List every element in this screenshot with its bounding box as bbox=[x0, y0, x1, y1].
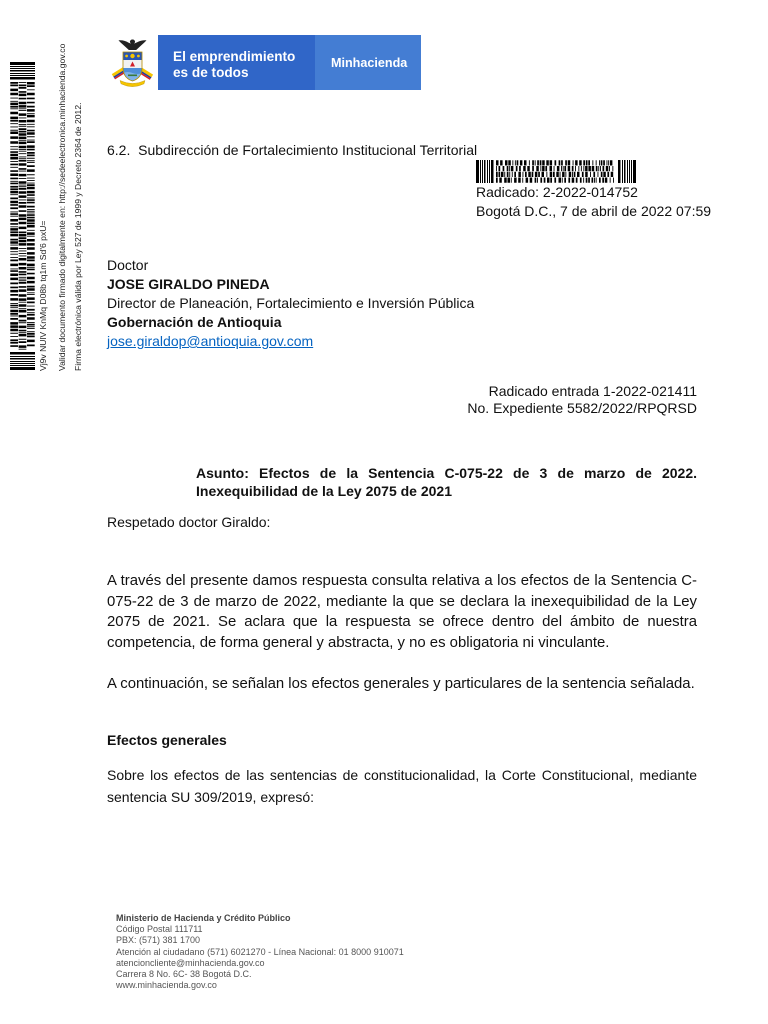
validation-url-text: Validar documento firmado digitalmente en: http://sedeelectronica.minhacienda.gov.co bbox=[57, 43, 67, 371]
recipient-email-row bbox=[107, 332, 474, 351]
coat-of-arms-icon bbox=[107, 35, 158, 90]
footer-address: Carrera 8 No. 6C- 38 Bogotá D.C. bbox=[116, 969, 252, 980]
minhacienda-logo bbox=[107, 35, 421, 90]
footer-citizen-line: Atención al ciudadano (571) 6021270 - Línea Nacional: 01 8000 910071 bbox=[116, 946, 404, 957]
footer-contact bbox=[116, 913, 404, 991]
subject-line: Inexequibilidad de la Ley 2075 de 2021 bbox=[196, 483, 453, 499]
logo-brand-label: Minhacienda bbox=[331, 55, 408, 70]
recipient-email-link[interactable]: jose.giraldop@antioquia.gov.com bbox=[107, 333, 314, 349]
shield-icon bbox=[123, 52, 142, 82]
recipient-name: JOSE GIRALDO PINEDA bbox=[107, 276, 270, 292]
logo-arms-panel bbox=[107, 35, 158, 90]
logo-slogan bbox=[158, 35, 315, 90]
recipient-title: Doctor bbox=[107, 257, 149, 273]
body-paragraph-1 bbox=[107, 571, 697, 653]
radicado-block bbox=[476, 183, 711, 221]
document-barcode-bars bbox=[476, 160, 636, 183]
footer-email: atencioncliente@minhacienda.gov.co bbox=[116, 957, 265, 968]
office-line: 6.2. Subdirección de Fortalecimiento Institucional Territorial bbox=[107, 142, 478, 158]
side-barcode-bars bbox=[10, 62, 35, 370]
paragraph-line: 2075 de 2021. Se aclara que la respuesta se ofrece dentro del ámbito de nuestra bbox=[107, 614, 697, 630]
radicado-number: Radicado: 2-2022-014752 bbox=[476, 184, 638, 200]
side-validation-barcode bbox=[10, 62, 35, 370]
body-paragraph-3 bbox=[107, 765, 697, 808]
paragraph-line: Sobre los efectos de las sentencias de constitucionalidad, la Corte Constitucional, mediante bbox=[107, 767, 697, 783]
body-paragraph-2: A continuación, se señalan los efectos generales y particulares de la sentencia señalada. bbox=[107, 676, 695, 692]
footer-pbx: PBX: (571) 381 1700 bbox=[116, 935, 201, 946]
condor-icon bbox=[119, 40, 147, 51]
letter-date: Bogotá D.C., 7 de abril de 2022 07:59 bbox=[476, 203, 712, 219]
reference-block bbox=[467, 383, 697, 417]
paragraph-line: competencia, de forma general y abstracta, y no es obligatoria ni vinculante. bbox=[107, 634, 610, 651]
ribbon-icon bbox=[120, 81, 145, 87]
file-number: No. Expediente 5582/2022/RPQRSD bbox=[467, 400, 697, 416]
logo-brand-name bbox=[315, 35, 421, 90]
paragraph-line: sentencia SU 309/2019, expresó: bbox=[107, 788, 315, 805]
logo-slogan-line1: El emprendimiento bbox=[173, 49, 296, 64]
salutation: Respetado doctor Giraldo: bbox=[107, 514, 271, 530]
recipient-organization: Gobernación de Antioquia bbox=[107, 314, 282, 330]
footer-ministry: Ministerio de Hacienda y Crédito Público bbox=[116, 913, 291, 923]
logo-slogan-line2: es de todos bbox=[173, 65, 249, 80]
paragraph-line: 075-22 de 3 de marzo de 2022, mediante la que se declara la inexequibilidad de la Ley bbox=[107, 593, 697, 610]
section-heading: Efectos generales bbox=[107, 732, 227, 748]
paragraph-line: A través del presente damos respuesta consulta relativa a los efectos de la Sentencia C- bbox=[107, 573, 697, 589]
recipient-position: Director de Planeación, Fortalecimiento e Inversión Pública bbox=[107, 295, 475, 311]
subject-block bbox=[196, 464, 697, 500]
footer-postal-code: Código Postal 111711 bbox=[116, 924, 203, 935]
entry-radicado: Radicado entrada 1-2022-021411 bbox=[488, 383, 697, 399]
signature-law-text: Firma electrónica válida por Ley 527 de 1999 y Decreto 2364 de 2012. bbox=[73, 102, 83, 371]
recipient-block bbox=[107, 256, 474, 351]
subject-line: Asunto: Efectos de la Sentencia C-075-22 de 3 de marzo de 2022. bbox=[196, 465, 697, 481]
validation-code-text: Vj9v NUlV KnMq D08b tq1m Sd'6 pxU= bbox=[38, 220, 48, 371]
footer-website: www.minhacienda.gov.co bbox=[116, 980, 217, 991]
document-barcode bbox=[476, 160, 636, 183]
